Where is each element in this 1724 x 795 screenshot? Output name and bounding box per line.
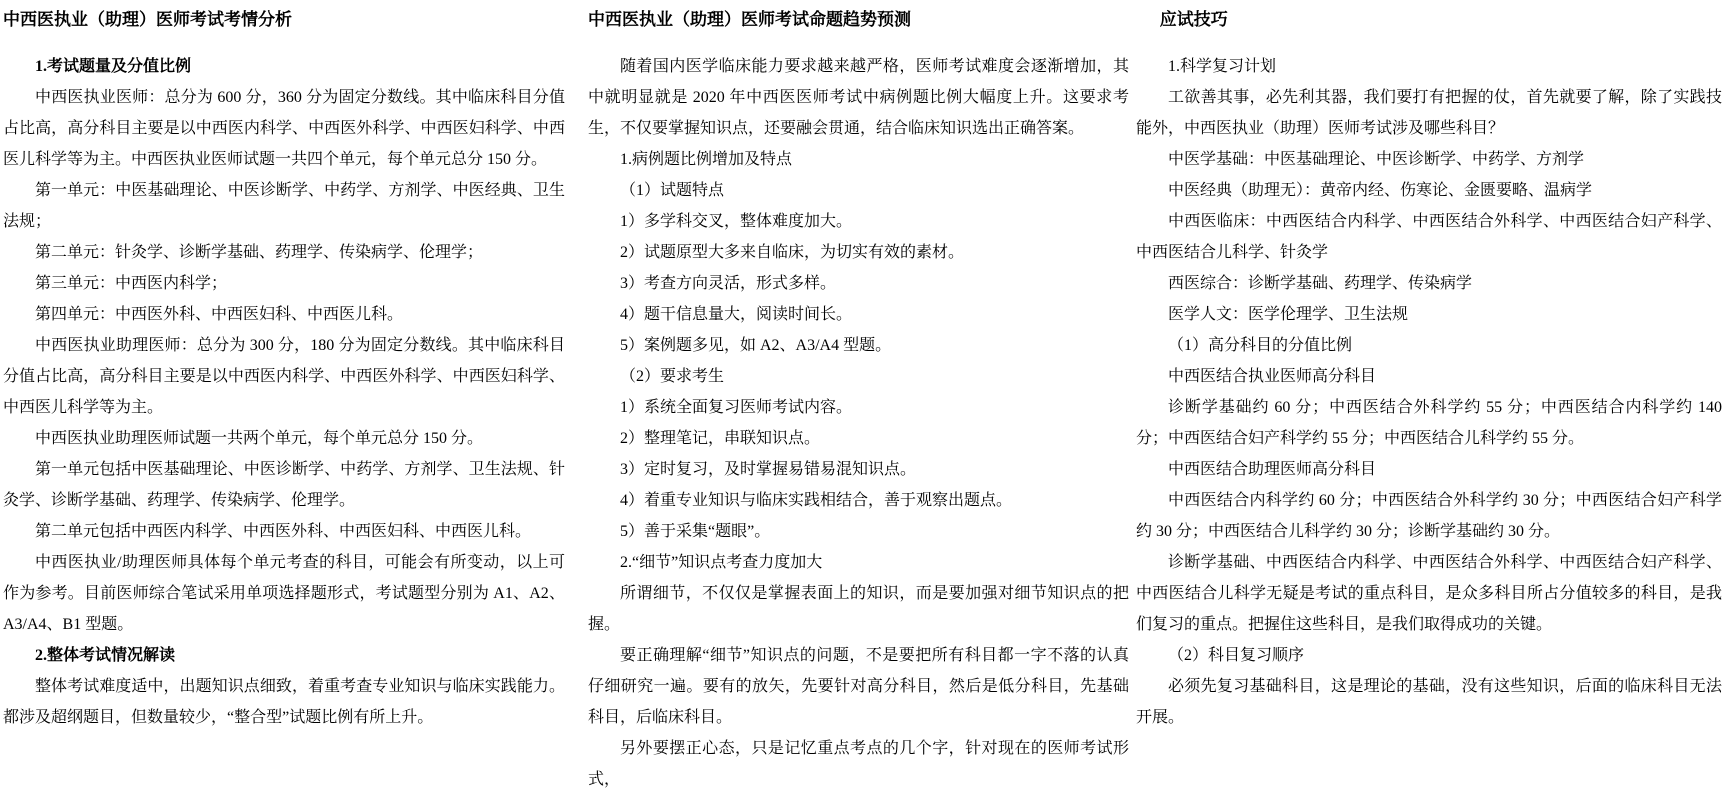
paragraph: 第四单元：中西医外科、中西医妇科、中西医儿科。 bbox=[35, 306, 404, 323]
paragraph: 1.病例题比例增加及特点 bbox=[620, 151, 793, 168]
paragraph: （2）科目复习顺序 bbox=[1168, 647, 1305, 664]
paragraph: 4）题干信息量大，阅读时间长。 bbox=[620, 306, 853, 323]
paragraph: 第一单元：中医基础理论、中医诊断学、中药学、方剂学、中医经典、卫生法规； bbox=[3, 182, 565, 230]
paragraph: 要正确理解“细节”知识点的问题，不是要把所有科目都一字不落的认真仔细研究一遍。要有的放矢，先要针对高分科目，然后是低分科目，先基础科目，后临床科目。 bbox=[588, 647, 1129, 726]
paragraph: 2.“细节”知识点考查力度加大 bbox=[620, 554, 823, 571]
paragraph: 3）定时复习，及时掌握易错易混知识点。 bbox=[620, 461, 917, 478]
paragraph: 1）系统全面复习医师考试内容。 bbox=[620, 399, 853, 416]
paragraph: 必须先复习基础科目，这是理论的基础，没有这些知识，后面的临床科目无法开展。 bbox=[1136, 678, 1722, 726]
paragraph: 1.科学复习计划 bbox=[1168, 58, 1277, 75]
column-title-exam-analysis: 中西医执业（助理）医师考试考情分析 bbox=[3, 10, 292, 29]
paragraph: 1.考试题量及分值比例 bbox=[35, 58, 192, 75]
column-body-exam-analysis bbox=[3, 51, 565, 733]
column-title-exam-skills: 应试技巧 bbox=[1159, 10, 1228, 29]
paragraph: 西医综合：诊断学基础、药理学、传染病学 bbox=[1168, 275, 1473, 292]
paragraph: 整体考试难度适中，出题知识点细致，着重考查专业知识与临床实践能力。都涉及超纲题目，但数量较少，“整合型”试题比例有所上升。 bbox=[3, 678, 565, 726]
paragraph: 诊断学基础约 60 分；中西医结合外科学约 55 分；中西医结合内科学约 140 分；中西医结合妇产科学约 55 分；中西医结合儿科学约 55 分。 bbox=[1136, 399, 1722, 447]
paragraph: 2）整理笔记，串联知识点。 bbox=[620, 430, 821, 447]
paragraph: 2）试题原型大多来自临床，为切实有效的素材。 bbox=[620, 244, 965, 261]
paragraph: 5）案例题多见，如 A2、A3/A4 型题。 bbox=[620, 337, 892, 354]
paragraph: 诊断学基础、中西医结合内科学、中西医结合外科学、中西医结合妇产科学、中西医结合儿科学无疑是考试的重点科目，是众多科目所占分值较多的科目，是我们复习的重点。把握住这些科目，是我们取得成功的关键。 bbox=[1136, 554, 1722, 633]
paragraph: 中西医结合内科学约 60 分；中西医结合外科学约 30 分；中西医结合妇产科学约 30 分；中西医结合儿科学约 30 分；诊断学基础约 30 分。 bbox=[1136, 492, 1722, 540]
paragraph: 第二单元：针灸学、诊断学基础、药理学、传染病学、伦理学； bbox=[35, 244, 484, 261]
paragraph: 所谓细节，不仅仅是掌握表面上的知识，而是要加强对细节知识点的把握。 bbox=[588, 585, 1129, 633]
paragraph: （2）要求考生 bbox=[620, 368, 725, 385]
paragraph: 中医学基础：中医基础理论、中医诊断学、中药学、方剂学 bbox=[1168, 151, 1585, 168]
paragraph: 4）着重专业知识与临床实践相结合，善于观察出题点。 bbox=[620, 492, 1013, 509]
paragraph: 1）多学科交叉，整体难度加大。 bbox=[620, 213, 853, 230]
paragraph: 另外要摆正心态，只是记忆重点考点的几个字，针对现在的医师考试形式， bbox=[588, 740, 1129, 788]
paragraph: 3）考查方向灵活，形式多样。 bbox=[620, 275, 837, 292]
column-body-trend-prediction bbox=[588, 51, 1129, 795]
paragraph: 第二单元包括中西医内科学、中西医外科、中西医妇科、中西医儿科。 bbox=[35, 523, 532, 540]
column-trend-prediction bbox=[588, 0, 1129, 795]
column-title-trend-prediction: 中西医执业（助理）医师考试命题趋势预测 bbox=[588, 10, 911, 29]
paragraph: 工欲善其事，必先利其器，我们要打有把握的仗，首先就要了解，除了实践技能外，中西医执业（助理）医师考试涉及哪些科目？ bbox=[1136, 89, 1722, 137]
paragraph: 中医经典（助理无）：黄帝内经、伤寒论、金匮要略、温病学 bbox=[1168, 182, 1593, 199]
column-exam-analysis bbox=[3, 0, 565, 733]
paragraph: 2.整体考试情况解读 bbox=[35, 647, 176, 664]
paragraph: 5）善于采集“题眼”。 bbox=[620, 523, 771, 540]
column-exam-skills bbox=[1136, 0, 1722, 733]
column-body-exam-skills bbox=[1136, 51, 1722, 733]
paragraph: 中西医结合助理医师高分科目 bbox=[1168, 461, 1377, 478]
paragraph: 中西医执业医师：总分为 600 分，360 分为固定分数线。其中临床科目分值占比高，高分科目主要是以中西医内科学、中西医外科学、中西医妇科学、中西医儿科学等为主。中西医执业医师试题一共四个单元，每个单元总分 150 分。 bbox=[3, 89, 565, 168]
paragraph: 中西医临床：中西医结合内科学、中西医结合外科学、中西医结合妇产科学、中西医结合儿科学、针灸学 bbox=[1136, 213, 1722, 261]
paragraph: 中西医执业助理医师试题一共两个单元，每个单元总分 150 分。 bbox=[35, 430, 484, 447]
paragraph: 中西医执业助理医师：总分为 300 分，180 分为固定分数线。其中临床科目分值占比高，高分科目主要是以中西医内科学、中西医外科学、中西医妇科学、中西医儿科学等为主。 bbox=[3, 337, 565, 416]
paragraph: （1）试题特点 bbox=[620, 182, 725, 199]
paragraph: 随着国内医学临床能力要求越来越严格，医师考试难度会逐渐增加，其中就明显就是 2020 年中西医医师考试中病例题比例大幅度上升。这要求考生，不仅要掌握知识点，还要融会贯通，结合临床知识选出正确答案。 bbox=[588, 58, 1129, 137]
paragraph: 医学人文：医学伦理学、卫生法规 bbox=[1168, 306, 1409, 323]
paragraph: 中西医结合执业医师高分科目 bbox=[1168, 368, 1377, 385]
paragraph: （1）高分科目的分值比例 bbox=[1168, 337, 1353, 354]
paragraph: 第三单元：中西医内科学； bbox=[35, 275, 228, 292]
paragraph: 中西医执业/助理医师具体每个单元考查的科目，可能会有所变动，以上可作为参考。目前医师综合笔试采用单项选择题形式，考试题型分别为 A1、A2、A3/A4、B1 型题。 bbox=[3, 554, 565, 633]
paragraph: 第一单元包括中医基础理论、中医诊断学、中药学、方剂学、卫生法规、针灸学、诊断学基础、药理学、传染病学、伦理学。 bbox=[3, 461, 565, 509]
